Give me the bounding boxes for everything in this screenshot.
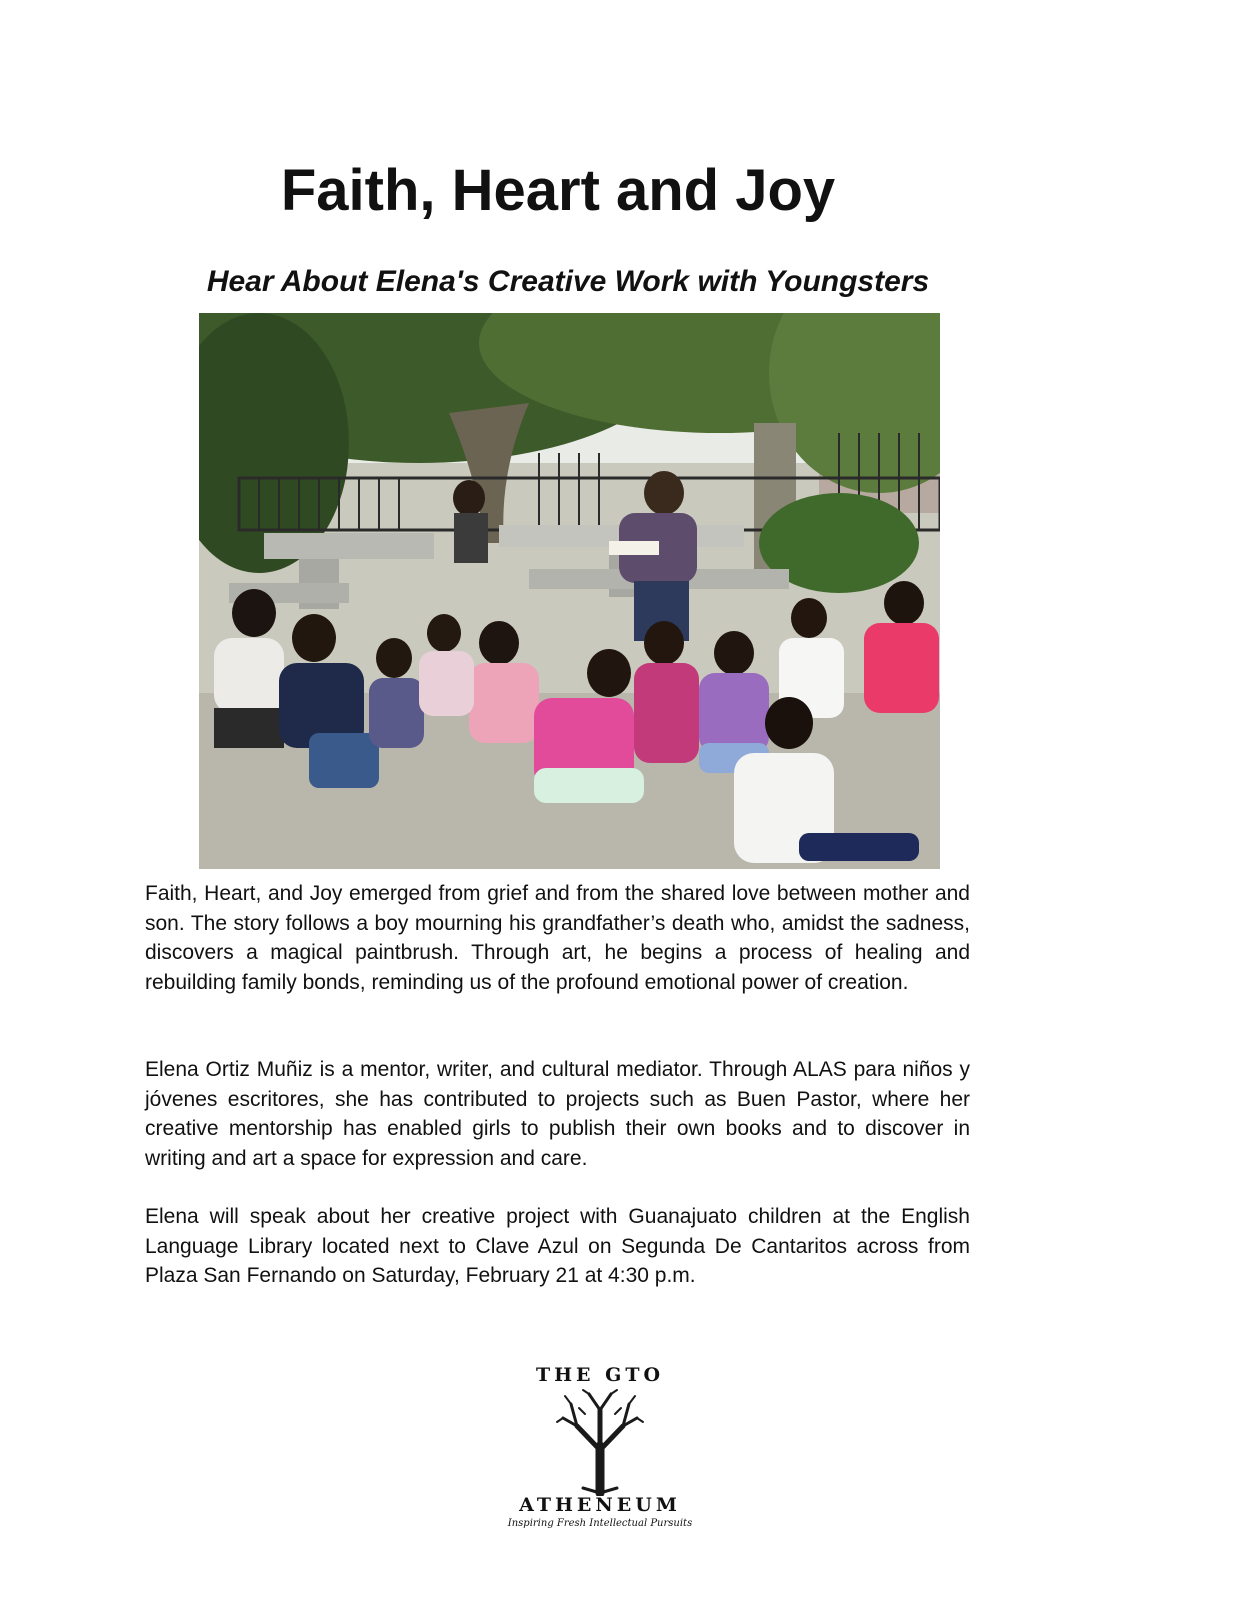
- paragraph-story: Faith, Heart, and Joy emerged from grief and from the shared love between mother and son. The story follows a boy mourning his grandfather’s death who, amidst the sadness, discovers a magical paintbrush. Through art, he begins a process of healing and rebuilding family bonds, reminding us of the profound emotional power of creation.: [145, 882, 970, 994]
- logo-bottom-text: ATHENEUM: [519, 1494, 681, 1516]
- atheneum-logo: [500, 1362, 700, 1562]
- logo-tagline: Inspiring Fresh Intellectual Pursuits: [507, 1518, 693, 1529]
- paragraph-event-details: Elena will speak about her creative project with Guanajuato children at the English Language Library located next to Clave Azul on Segunda De Cantaritos across from Plaza San Fernando on Saturday, February 21 at 4:30 p.m.: [145, 1205, 970, 1288]
- tree-icon: [555, 1388, 645, 1496]
- paragraph-bio: Elena Ortiz Muñiz is a mentor, writer, and cultural mediator. Through ALAS para niños y jóvenes escritores, she has contributed to projects such as Buen Pastor, where her creative mentorship has enabled girls to publish their own books and to discover in writing and art a space for expression and care.: [145, 1058, 970, 1170]
- event-photo: [199, 313, 940, 869]
- logo-top-text: THE GTO: [535, 1364, 665, 1386]
- page-title: Faith, Heart and Joy: [280, 158, 836, 223]
- page-subtitle: Hear About Elena's Creative Work with Youngsters: [206, 265, 930, 298]
